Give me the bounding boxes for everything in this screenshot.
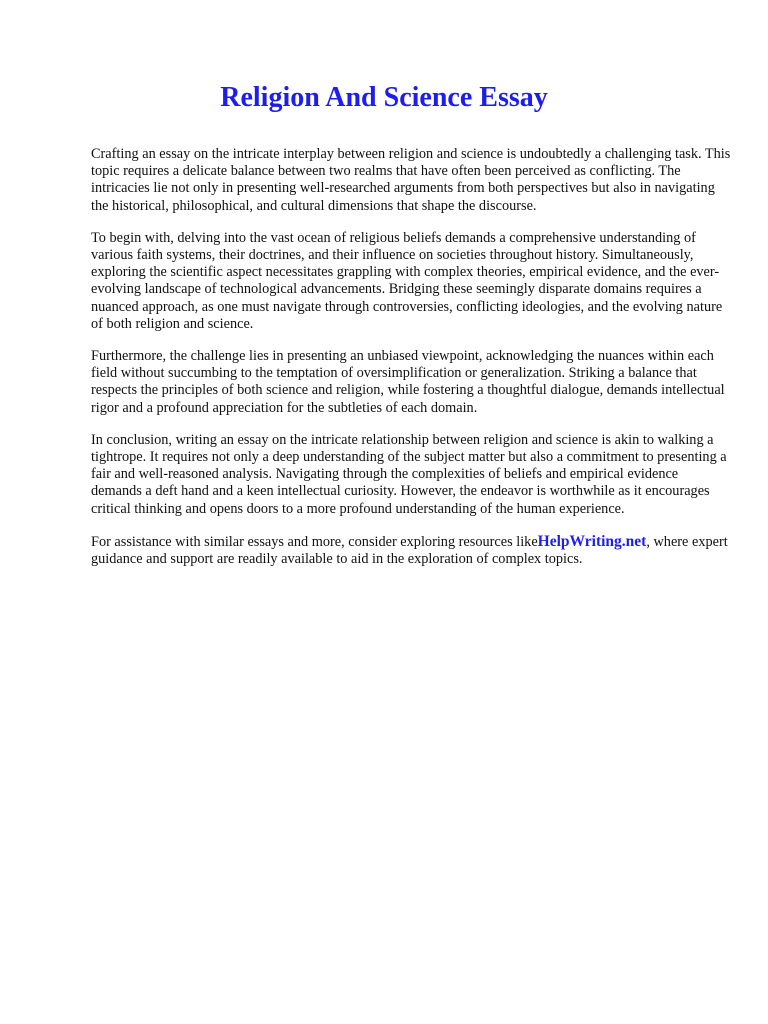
paragraph-closing xyxy=(91,533,731,568)
paragraph-intro: Crafting an essay on the intricate interplay between religion and science is undoubtedly a challenging task. This topic requires a delicate balance between two realms that have often been perceived as conflicting. The intricacies lie not only in presenting well-researched arguments from both perspectives but also in navigating the historical, philosophical, and cultural dimensions that shape the discourse. xyxy=(91,146,731,214)
paragraph-conclusion: In conclusion, writing an essay on the intricate relationship between religion and science is akin to walking a tightrope. It requires not only a deep understanding of the subject matter but also a commitment to presenting a fair and well-reasoned analysis. Navigating through the complexities of beliefs and empirical evidence demands a deft hand and a keen intellectual curiosity. However, the endeavor is worthwhile as it encourages critical thinking and opens doors to a more profound understanding of the human experience. xyxy=(91,431,727,517)
document-body xyxy=(91,146,731,583)
paragraph-body-1: To begin with, delving into the vast ocean of religious beliefs demands a comprehensive understanding of various faith systems, their doctrines, and their influence on societies throughout history. Simultaneously, exploring the scientific aspect necessitates grappling with complex theories, empirical evidence, and the ever-evolving landscape of technological advancements. Bridging these seemingly disparate domains requires a nuanced approach, as one must navigate through controversies, conflicting ideologies, and the evolving nature of both religion and science. xyxy=(91,229,723,332)
paragraph-body-2: Furthermore, the challenge lies in presenting an unbiased viewpoint, acknowledging the nuances within each field without succumbing to the temptation of oversimplification or generalization. Striking a balance that respects the principles of both science and religion, while fostering a thoughtful dialogue, demands intellectual rigor and a profound appreciation for the subtleties of each domain. xyxy=(91,348,725,416)
closing-text-after-link: , where expert guidance and support are readily available to aid in the exploration of complex topics. xyxy=(91,533,728,568)
document-title: Religion And Science Essay xyxy=(220,82,548,113)
closing-text-before-link: For assistance with similar essays and more, consider exploring resources like xyxy=(91,533,538,550)
helpwriting-link[interactable]: HelpWriting.net xyxy=(537,532,647,550)
